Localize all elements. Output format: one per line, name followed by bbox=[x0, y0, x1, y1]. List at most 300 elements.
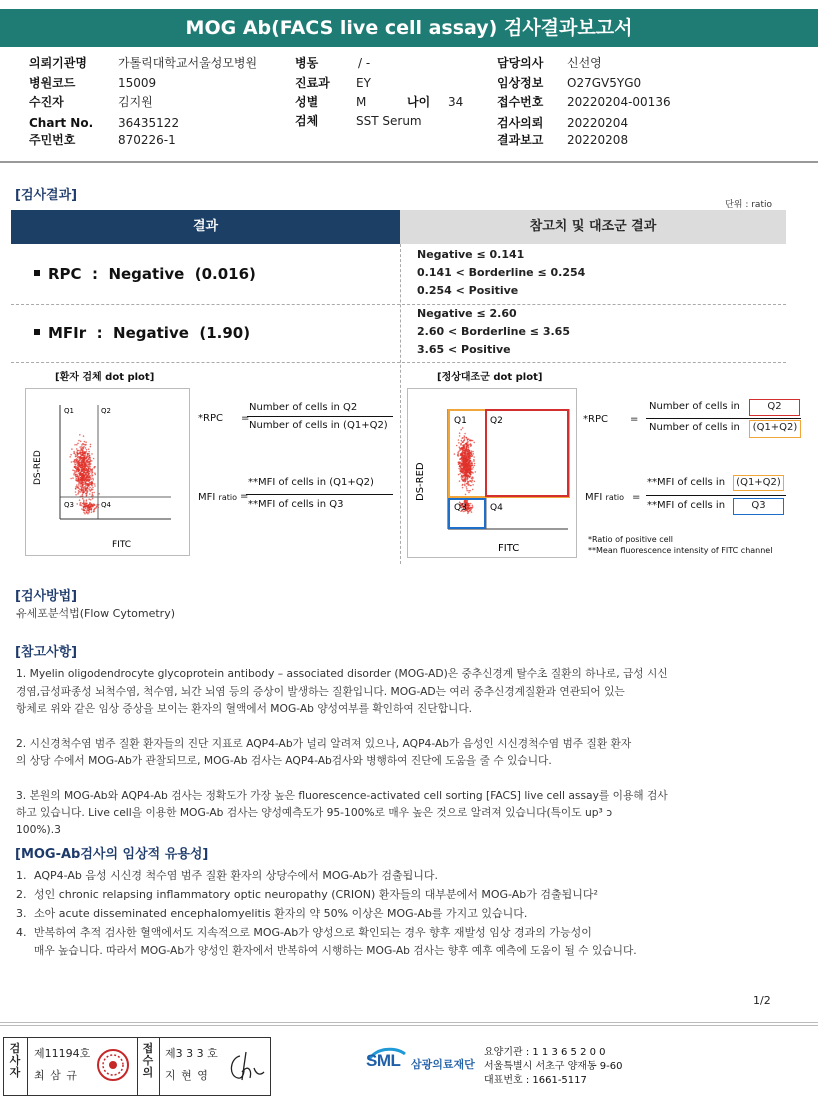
cell-dot bbox=[458, 463, 460, 465]
cell-dot bbox=[462, 445, 464, 447]
cell-dot bbox=[462, 487, 464, 489]
cell-dot bbox=[92, 494, 94, 496]
cell-dot bbox=[464, 468, 466, 470]
cell-dot bbox=[89, 487, 91, 489]
cell-dot bbox=[457, 452, 459, 454]
cell-dot bbox=[78, 490, 80, 492]
label-hospital-code: 병원코드 bbox=[29, 76, 76, 90]
cell-dot bbox=[88, 471, 90, 473]
cell-dot bbox=[92, 492, 94, 494]
cell-dot bbox=[472, 440, 474, 442]
cell-dot bbox=[86, 483, 88, 485]
cell-dot bbox=[472, 466, 474, 468]
cell-dot bbox=[83, 487, 85, 489]
cell-dot bbox=[81, 478, 83, 480]
mfir-ref-negative: Negative ≤ 2.60 bbox=[417, 307, 517, 320]
cell-dot bbox=[465, 500, 467, 502]
result-header: 결과 bbox=[11, 210, 400, 244]
cell-dot bbox=[460, 454, 462, 456]
cell-dot bbox=[83, 435, 85, 437]
cell-dot bbox=[465, 458, 467, 460]
cell-dot bbox=[467, 475, 469, 477]
cell-dot bbox=[70, 454, 72, 456]
cell-dot bbox=[76, 469, 78, 471]
cell-dot bbox=[461, 440, 463, 442]
label-report-date: 결과보고 bbox=[497, 133, 544, 147]
control-q4-label: Q4 bbox=[490, 503, 503, 513]
cell-dot bbox=[470, 503, 472, 505]
item-number: 2. bbox=[16, 888, 27, 901]
cell-dot bbox=[82, 476, 84, 478]
cell-dot bbox=[94, 508, 96, 510]
cell-dot bbox=[91, 511, 93, 513]
cell-dot bbox=[458, 455, 460, 457]
cell-dot bbox=[461, 460, 463, 462]
cell-dot bbox=[472, 484, 474, 486]
cell-dot bbox=[468, 460, 470, 462]
cell-dot bbox=[90, 499, 92, 501]
cell-dot bbox=[79, 499, 81, 501]
fraction-line bbox=[247, 416, 393, 417]
cell-dot bbox=[464, 473, 466, 475]
patient-y-axis-label: DS-RED bbox=[33, 450, 43, 485]
item-number: 4. bbox=[16, 926, 27, 939]
signature-box bbox=[3, 1037, 271, 1096]
value-age: 34 bbox=[448, 95, 464, 109]
cell-dot bbox=[79, 477, 81, 479]
cell-dot bbox=[80, 480, 82, 482]
cell-dot bbox=[458, 474, 460, 476]
ctrl-rpc-label: *RPC bbox=[583, 414, 608, 425]
item-text: 반복하여 추적 검사한 혈액에서도 지속적으로 MOG-Ab가 양성으로 확인되는 경우 향후 재발성 임상 경과의 가능성이 bbox=[34, 926, 592, 939]
role-char: 자 bbox=[9, 1066, 21, 1079]
rpc-formula-eq: = bbox=[241, 413, 250, 424]
cell-dot bbox=[91, 475, 93, 477]
cell-dot bbox=[469, 508, 471, 510]
clinical-item-4 bbox=[16, 924, 592, 941]
cell-dot bbox=[86, 449, 88, 451]
cell-dot bbox=[89, 493, 91, 495]
ctrl-rpc-num-prefix: Number of cells in bbox=[649, 401, 740, 412]
cell-dot bbox=[462, 427, 464, 429]
cell-dot bbox=[468, 507, 470, 509]
clinical-item-4-continued: 매우 높습니다. 따라서 MOG-Ab가 양성인 환자에서 반복하여 시행하는 MOG-Ab 검사는 향후 예후 예측에 도움이 될 수 있습니다. bbox=[34, 944, 637, 957]
control-q1-label: Q1 bbox=[454, 416, 467, 426]
value-clinical-info: O27GV5YG0 bbox=[567, 76, 642, 90]
cell-dot bbox=[88, 467, 90, 469]
cell-dot bbox=[86, 474, 88, 476]
cell-dot bbox=[85, 486, 87, 488]
cell-dot bbox=[82, 484, 84, 486]
cell-dot bbox=[76, 444, 78, 446]
cell-dot bbox=[90, 478, 92, 480]
cell-dot bbox=[473, 460, 475, 462]
cell-dot bbox=[78, 470, 80, 472]
cell-dot bbox=[462, 472, 464, 474]
cell-dot bbox=[461, 474, 463, 476]
clinical-title: [MOG-Ab검사의 임상적 유용성] bbox=[15, 847, 209, 862]
cell-dot bbox=[461, 470, 463, 472]
role-char: 사 bbox=[9, 1054, 21, 1067]
unit-label: 단위 : ratio bbox=[725, 200, 772, 210]
cell-dot bbox=[469, 455, 471, 457]
cell-dot bbox=[468, 503, 470, 505]
cell-dot bbox=[85, 458, 87, 460]
value-hospital-code: 15009 bbox=[118, 76, 157, 90]
cell-dot bbox=[471, 481, 473, 483]
cell-dot bbox=[93, 511, 95, 513]
patient-dot-plot-svg bbox=[26, 389, 189, 555]
phone: 대표번호 : 1661-5117 bbox=[484, 1075, 587, 1086]
cell-dot bbox=[90, 460, 92, 462]
fraction-line bbox=[646, 495, 786, 496]
mfi-formula-label bbox=[198, 492, 237, 503]
cell-dot bbox=[467, 513, 469, 515]
cell-dot bbox=[72, 477, 74, 479]
cell-dot bbox=[465, 456, 467, 458]
cell-dot bbox=[469, 467, 471, 469]
signer-2-name: 지 현 영 bbox=[165, 1069, 209, 1082]
cell-dot bbox=[92, 472, 94, 474]
cell-dot bbox=[88, 458, 90, 460]
cell-dot bbox=[464, 483, 466, 485]
cell-dot bbox=[77, 443, 79, 445]
cell-dot bbox=[90, 463, 92, 465]
cell-dot bbox=[89, 509, 91, 511]
cell-dot bbox=[84, 513, 86, 515]
cell-dot bbox=[85, 488, 87, 490]
note-1-line-1: 1. Myelin oligodendrocyte glycoprotein antibody – associated disorder (MOG-AD)은 중추신경계 탈수초 질환의 하나로, 급성 시신 bbox=[16, 667, 668, 680]
patient-info bbox=[0, 53, 818, 163]
control-dot-plot-svg bbox=[408, 389, 576, 557]
cell-dot bbox=[84, 453, 86, 455]
cell-dot bbox=[459, 435, 461, 437]
cell-dot bbox=[471, 463, 473, 465]
cell-dot bbox=[466, 488, 468, 490]
cell-dot bbox=[459, 449, 461, 451]
cell-dot bbox=[468, 449, 470, 451]
cell-dot bbox=[75, 491, 77, 493]
patient-x-axis-label: FITC bbox=[112, 540, 132, 550]
patient-q1-label: Q1 bbox=[64, 407, 74, 415]
cell-dot bbox=[85, 472, 87, 474]
cell-dot bbox=[88, 488, 90, 490]
cell-dot bbox=[458, 439, 460, 441]
mfir-ref-borderline: 2.60 < Borderline ≤ 3.65 bbox=[417, 325, 570, 338]
cell-dot bbox=[83, 501, 85, 503]
cell-dot bbox=[475, 471, 477, 473]
mfir-ref-positive: 3.65 < Positive bbox=[417, 343, 511, 356]
rpc-reference bbox=[417, 246, 585, 300]
cell-dot bbox=[85, 502, 87, 504]
cell-dot bbox=[464, 433, 466, 435]
cell-dot bbox=[87, 492, 89, 494]
cell-dot bbox=[80, 489, 82, 491]
cell-dot bbox=[82, 453, 84, 455]
signer-1-name: 최 삼 규 bbox=[34, 1069, 78, 1082]
value-patient: 김지원 bbox=[118, 95, 153, 109]
label-clinical-info: 임상정보 bbox=[497, 76, 544, 90]
footnote-rpc: *Ratio of positive cell bbox=[588, 535, 674, 544]
cell-dot bbox=[91, 473, 93, 475]
cell-dot bbox=[79, 466, 81, 468]
cell-dot bbox=[474, 481, 476, 483]
rpc-formula-denominator: Number of cells in (Q1+Q2) bbox=[249, 420, 388, 431]
ctrl-mfi-label bbox=[585, 492, 624, 503]
cell-dot bbox=[90, 469, 92, 471]
cell-dot bbox=[86, 470, 88, 472]
cell-dot bbox=[462, 441, 464, 443]
item-number: 1. bbox=[16, 869, 27, 882]
cell-dot bbox=[468, 438, 470, 440]
cell-dot bbox=[463, 464, 465, 466]
cell-dot bbox=[472, 480, 474, 482]
signer-1-role bbox=[8, 1043, 22, 1079]
cell-dot bbox=[90, 446, 92, 448]
cell-dot bbox=[74, 470, 76, 472]
cell-dot bbox=[85, 490, 87, 492]
item-number: 3. bbox=[16, 907, 27, 920]
label-chart-no: Chart No. bbox=[29, 116, 94, 130]
cell-dot bbox=[86, 477, 88, 479]
cell-dot bbox=[82, 494, 84, 496]
value-receipt-no: 20220204-00136 bbox=[567, 95, 671, 109]
value-department: EY bbox=[356, 76, 371, 90]
mfi-formula-eq: = bbox=[240, 491, 249, 502]
cell-dot bbox=[81, 467, 83, 469]
label-specimen: 검체 bbox=[295, 114, 319, 128]
cell-dot bbox=[461, 458, 463, 460]
cell-dot bbox=[92, 498, 94, 500]
cell-dot bbox=[75, 455, 77, 457]
cell-dot bbox=[70, 478, 72, 480]
signer-1-license: 제11194호 bbox=[34, 1047, 91, 1060]
cell-dot bbox=[458, 442, 460, 444]
cell-dot bbox=[77, 478, 79, 480]
cell-dot bbox=[83, 460, 85, 462]
cell-dot bbox=[466, 443, 468, 445]
cell-dot bbox=[86, 499, 88, 501]
cell-dot bbox=[468, 510, 470, 512]
cell-dot bbox=[82, 471, 84, 473]
patient-q3-label: Q3 bbox=[64, 501, 74, 509]
label-receipt-no: 접수번호 bbox=[497, 95, 544, 109]
cell-dot bbox=[73, 474, 75, 476]
cell-dot bbox=[85, 506, 87, 508]
cell-dot bbox=[98, 493, 100, 495]
role-char: 수 bbox=[142, 1054, 154, 1067]
cell-dot bbox=[94, 504, 96, 506]
cell-dot bbox=[81, 465, 83, 467]
cell-dot bbox=[467, 478, 469, 480]
cell-dot bbox=[74, 444, 76, 446]
cell-dot bbox=[91, 507, 93, 509]
clinical-item-2 bbox=[16, 886, 598, 903]
cell-dot bbox=[469, 452, 471, 454]
cell-dot bbox=[83, 512, 85, 514]
cell-dot bbox=[469, 466, 471, 468]
role-char: 의 bbox=[142, 1066, 154, 1079]
cell-dot bbox=[79, 475, 81, 477]
value-hospital: 가톨릭대학교서울성모병원 bbox=[118, 56, 258, 70]
cell-dot bbox=[91, 453, 93, 455]
cell-dot bbox=[86, 461, 88, 463]
cell-dot bbox=[468, 464, 470, 466]
cell-dot bbox=[78, 484, 80, 486]
cell-dot bbox=[85, 508, 87, 510]
cell-dot bbox=[456, 445, 458, 447]
cell-dot bbox=[96, 505, 98, 507]
cell-dot bbox=[465, 477, 467, 479]
item-text: 성인 chronic relapsing inflammatory optic neuropathy (CRION) 환자들의 대부분에서 MOG-Ab가 검출됩니다² bbox=[34, 888, 598, 901]
footnote-mfi: **Mean fluorescence intensity of FITC channel bbox=[588, 546, 773, 555]
cell-dot bbox=[80, 502, 82, 504]
ctrl-rpc-den-prefix: Number of cells in bbox=[649, 422, 740, 433]
cell-dot bbox=[77, 467, 79, 469]
note-1-line-2: 경염,급성파종성 뇌척수염, 척수염, 뇌간 뇌염 등의 증상이 발생하는 질환입니다. MOG-AD는 여러 중추신경계질환과 연관되어 있는 bbox=[16, 685, 625, 698]
cell-dot bbox=[78, 462, 80, 464]
cell-dot bbox=[459, 432, 461, 434]
cell-dot bbox=[69, 456, 71, 458]
cell-dot bbox=[81, 457, 83, 459]
method-title: [검사방법] bbox=[15, 589, 78, 604]
cell-dot bbox=[91, 485, 93, 487]
rpc-ref-negative: Negative ≤ 0.141 bbox=[417, 248, 525, 261]
cell-dot bbox=[84, 441, 86, 443]
page-number: 1/2 bbox=[753, 994, 771, 1007]
cell-dot bbox=[86, 493, 88, 495]
cell-dot bbox=[87, 490, 89, 492]
cell-dot bbox=[76, 503, 78, 505]
cell-dot bbox=[473, 453, 475, 455]
cell-dot bbox=[71, 448, 73, 450]
clinical-item-1 bbox=[16, 867, 438, 884]
cell-dot bbox=[471, 461, 473, 463]
cell-dot bbox=[90, 503, 92, 505]
cell-dot bbox=[77, 454, 79, 456]
cell-dot bbox=[83, 500, 85, 502]
value-report-date: 20220208 bbox=[567, 133, 629, 147]
ctrl-mfi-num-prefix: **MFI of cells in bbox=[647, 477, 726, 488]
cell-dot bbox=[74, 466, 76, 468]
value-sex: M bbox=[356, 95, 367, 109]
cell-dot bbox=[92, 479, 94, 481]
cell-dot bbox=[471, 450, 473, 452]
cell-dot bbox=[474, 463, 476, 465]
cell-dot bbox=[92, 506, 94, 508]
cell-dot bbox=[80, 441, 82, 443]
label-ward: 병동 bbox=[295, 56, 319, 70]
cell-dot bbox=[78, 473, 80, 475]
fraction-line bbox=[246, 494, 393, 495]
cell-dot bbox=[463, 475, 465, 477]
notes-title: [참고사항] bbox=[15, 645, 78, 660]
cell-dot bbox=[461, 449, 463, 451]
cell-dot bbox=[93, 492, 95, 494]
cell-dot bbox=[78, 440, 80, 442]
cell-dot bbox=[78, 450, 80, 452]
cell-dot bbox=[88, 456, 90, 458]
cell-dot bbox=[84, 444, 86, 446]
cell-dot bbox=[79, 446, 81, 448]
cell-dot bbox=[86, 460, 88, 462]
value-resident-no: 870226-1 bbox=[118, 133, 176, 147]
cell-dot bbox=[462, 447, 464, 449]
cell-dot bbox=[91, 481, 93, 483]
cell-dot bbox=[79, 484, 81, 486]
cell-dot bbox=[461, 478, 463, 480]
cell-dot bbox=[472, 489, 474, 491]
label-sex: 성별 bbox=[295, 95, 319, 109]
cell-dot bbox=[85, 484, 87, 486]
control-q2-label: Q2 bbox=[490, 416, 503, 426]
cell-dot bbox=[465, 494, 467, 496]
cell-dot bbox=[469, 481, 471, 483]
cell-dot bbox=[87, 513, 89, 515]
cell-dot bbox=[85, 441, 87, 443]
mfi-subscript: ratio bbox=[218, 493, 237, 502]
item-text: 소아 acute disseminated encephalomyelitis 환자의 약 50% 이상은 MOG-Ab를 가지고 있습니다. bbox=[34, 907, 528, 920]
cell-dot bbox=[465, 466, 467, 468]
cell-dot bbox=[76, 474, 78, 476]
cell-dot bbox=[462, 484, 464, 486]
cell-dot bbox=[71, 461, 73, 463]
cell-dot bbox=[75, 454, 77, 456]
ctrl-mfi-den-box: Q3 bbox=[733, 498, 784, 515]
handwritten-signature-icon bbox=[226, 1050, 266, 1084]
value-specimen: SST Serum bbox=[356, 114, 422, 128]
cell-dot bbox=[466, 442, 468, 444]
cell-dot bbox=[89, 479, 91, 481]
cell-dot bbox=[81, 444, 83, 446]
label-patient: 수진자 bbox=[29, 95, 64, 109]
cell-dot bbox=[87, 463, 89, 465]
rpc-formula-label: *RPC bbox=[198, 413, 223, 424]
cell-dot bbox=[75, 488, 77, 490]
cell-dot bbox=[83, 451, 85, 453]
cell-dot bbox=[92, 468, 94, 470]
cell-dot bbox=[469, 505, 471, 507]
cell-dot bbox=[76, 448, 78, 450]
cell-dot bbox=[82, 450, 84, 452]
cell-dot bbox=[94, 483, 96, 485]
cell-dot bbox=[89, 477, 91, 479]
cell-dot bbox=[465, 448, 467, 450]
cell-dot bbox=[464, 446, 466, 448]
cell-dot bbox=[463, 449, 465, 451]
label-doctor: 담당의사 bbox=[497, 56, 544, 70]
cell-dot bbox=[93, 467, 95, 469]
cell-dot bbox=[459, 480, 461, 482]
cell-dot bbox=[75, 494, 77, 496]
cell-dot bbox=[472, 468, 474, 470]
cell-dot bbox=[77, 493, 79, 495]
item-text: AQP4-Ab 음성 시신경 척수염 범주 질환 환자의 상당수에서 MOG-Ab가 검출됩니다. bbox=[34, 869, 439, 882]
ctrl-rpc-den-box: (Q1+Q2) bbox=[749, 420, 801, 438]
patient-plot-caption: [환자 검체 dot plot] bbox=[55, 372, 155, 383]
cell-dot bbox=[78, 476, 80, 478]
cell-dot bbox=[83, 466, 85, 468]
cell-dot bbox=[459, 461, 461, 463]
mfi-formula-numerator: **MFI of cells in (Q1+Q2) bbox=[248, 477, 374, 488]
cell-dot bbox=[84, 504, 86, 506]
cell-dot bbox=[86, 503, 88, 505]
cell-dot bbox=[90, 471, 92, 473]
cell-dot bbox=[84, 474, 86, 476]
cell-dot bbox=[468, 454, 470, 456]
cell-dot bbox=[466, 486, 468, 488]
label-resident-no: 주민번호 bbox=[29, 133, 76, 147]
